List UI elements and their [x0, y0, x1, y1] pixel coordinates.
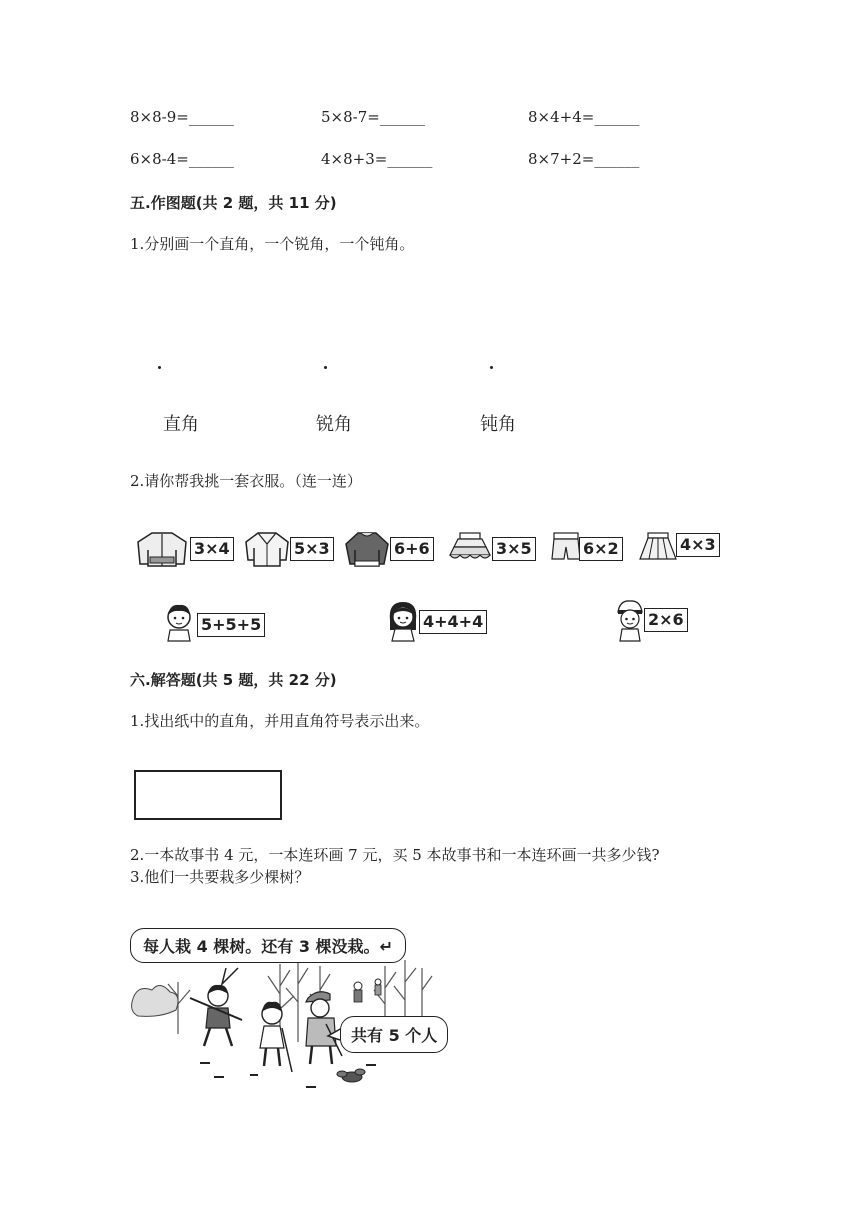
- question-6-2: 2.一本故事书 4 元，一本连环画 7 元，买 5 本故事书和一本连环画一共多少钱?: [130, 846, 660, 864]
- question-5-2: 2.请你帮我挑一套衣服。（连一连）: [130, 472, 362, 490]
- equation: 8×7+2=______: [528, 150, 640, 168]
- question-5-1: 1.分别画一个直角，一个锐角，一个钝角。: [130, 235, 415, 253]
- equation: 8×4+4=______: [528, 108, 640, 126]
- clothes-expression: 3×4: [190, 537, 234, 561]
- boy-figure: [190, 985, 242, 1046]
- equation: 5×8-7=______: [321, 108, 425, 126]
- clothes-expression: 3×5: [492, 537, 536, 561]
- shorts-icon: [550, 531, 582, 563]
- clothes-expression: 6×2: [579, 537, 623, 561]
- child-icon: [612, 598, 648, 642]
- kid-expression: 2×6: [644, 608, 688, 632]
- sweater-icon: [344, 530, 390, 568]
- question-6-3: 3.他们一共要栽多少棵树？: [130, 868, 310, 886]
- jacket-icon: [136, 530, 188, 568]
- girl-icon: [384, 598, 422, 642]
- vertex-dot: [324, 366, 327, 369]
- kid-expression: 5+5+5: [197, 613, 265, 637]
- angle-label-obtuse: 钝角: [480, 414, 516, 435]
- angle-label-right: 直角: [163, 414, 199, 435]
- clothes-expression: 5×3: [290, 537, 334, 561]
- vertex-dot: [158, 366, 161, 369]
- equation: 8×8-9=______: [130, 108, 234, 126]
- section-heading-5: 五.作图题(共 2 题，共 11 分): [130, 194, 337, 212]
- section-heading-6: 六.解答题(共 5 题，共 22 分): [130, 671, 337, 689]
- clothes-expression: 4×3: [676, 533, 720, 557]
- coat-icon: [244, 530, 290, 568]
- angle-label-acute: 锐角: [316, 414, 352, 435]
- speech-bubble-left: 每人栽 4 棵树。还有 3 棵没栽。↵: [130, 928, 406, 963]
- speech-bubble-right: 共有 5 个人: [340, 1016, 448, 1053]
- man-figure: [306, 992, 342, 1064]
- equation: 4×8+3=______: [321, 150, 433, 168]
- kid-expression: 4+4+4: [419, 610, 487, 634]
- girl-figure: [260, 1002, 292, 1072]
- clothes-expression: 6+6: [390, 537, 434, 561]
- equation: 6×8-4=______: [130, 150, 234, 168]
- paper-rectangle: [134, 770, 282, 820]
- vertex-dot: [490, 366, 493, 369]
- question-6-1: 1.找出纸中的直角，并用直角符号表示出来。: [130, 712, 430, 730]
- ruffled-skirt-icon: [448, 531, 492, 563]
- boy-icon: [160, 600, 198, 642]
- pleated-skirt-icon: [638, 531, 678, 563]
